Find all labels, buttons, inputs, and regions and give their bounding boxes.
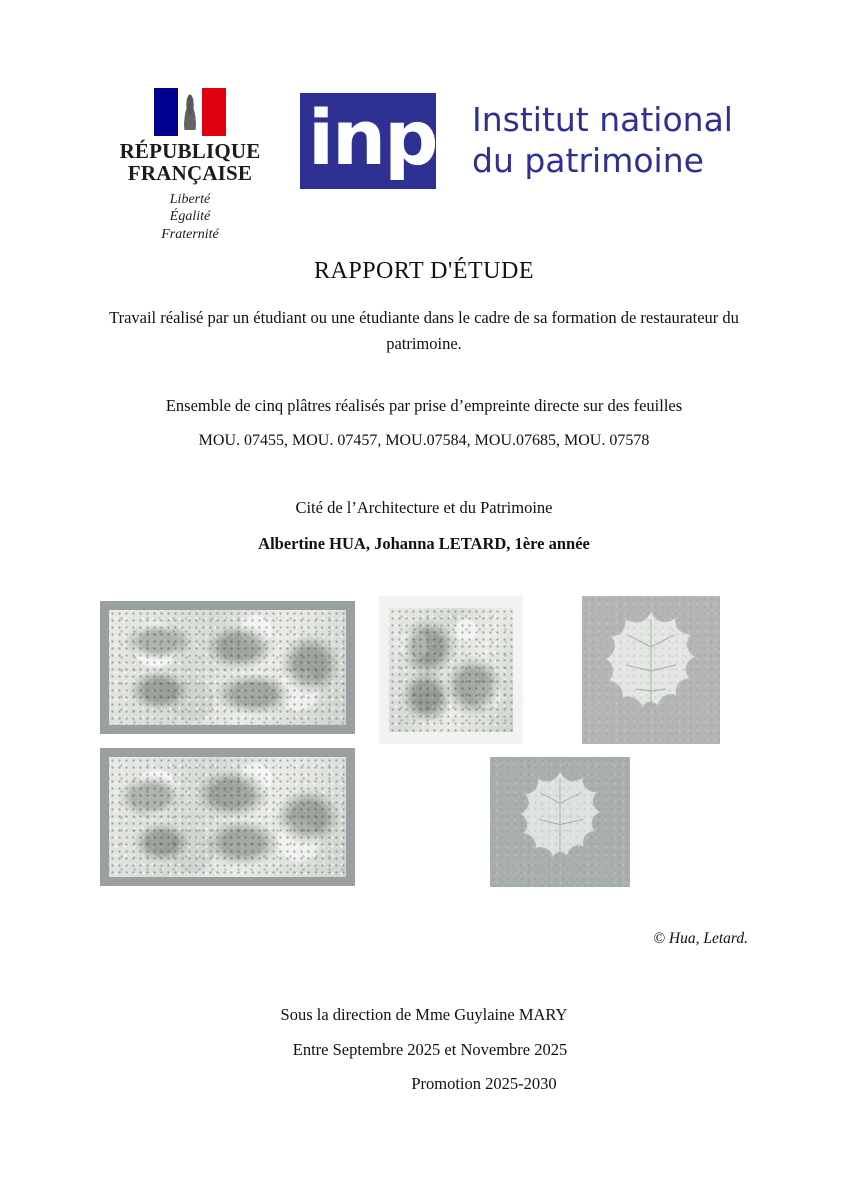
page-title: RAPPORT D'ÉTUDE xyxy=(314,258,534,284)
supervision-line: Sous la direction de Mme Guylaine MARY xyxy=(280,1005,568,1024)
french-flag-marianne-icon xyxy=(154,88,226,136)
inp-name xyxy=(472,99,733,182)
motto-fraternite: Fraternité xyxy=(161,226,219,242)
motto-liberte: Liberté xyxy=(169,191,211,207)
photo-credit: © Hua, Letard. xyxy=(653,930,748,947)
inp-mark-icon xyxy=(300,93,436,189)
motto-egalite: Égalité xyxy=(169,209,211,225)
republique-francaise-logo xyxy=(100,88,280,243)
republique-line-2: FRANÇAISE xyxy=(127,161,253,186)
period-line: Entre Septembre 2025 et Novembre 2025 xyxy=(292,1039,568,1059)
photo-cast-1 xyxy=(100,601,355,734)
photo-cast-2 xyxy=(379,596,523,744)
object-title: Ensemble de cinq plâtres réalisés par prise d’empreinte directe sur des feuilles xyxy=(165,396,683,415)
inventory-numbers: MOU. 07455, MOU. 07457, MOU.07584, MOU.07685, MOU. 07578 xyxy=(198,432,650,449)
institution-name: Cité de l’Architecture et du Patrimoine xyxy=(295,498,553,517)
photo-cast-3 xyxy=(582,596,720,744)
inp-name-line-2: du patrimoine xyxy=(472,141,704,181)
authors-line: Albertine HUA, Johanna LETARD, 1ère année xyxy=(258,534,590,553)
document-header xyxy=(100,88,760,248)
document-subtitle: Travail réalisé par un étudiant ou une étudiante dans le cadre de sa formation de restaurateur du patrimoine. xyxy=(109,308,739,354)
inp-name-line-1: Institut national xyxy=(472,100,733,139)
republique-line-1: RÉPUBLIQUE xyxy=(119,139,261,163)
inp-mark-text: inp xyxy=(308,93,437,182)
promotion-line: Promotion 2025-2030 xyxy=(411,1074,557,1094)
document-footer xyxy=(100,998,748,1102)
photo-cast-4 xyxy=(100,748,355,886)
inp-logo xyxy=(300,93,733,189)
photo-cast-5 xyxy=(490,757,630,887)
